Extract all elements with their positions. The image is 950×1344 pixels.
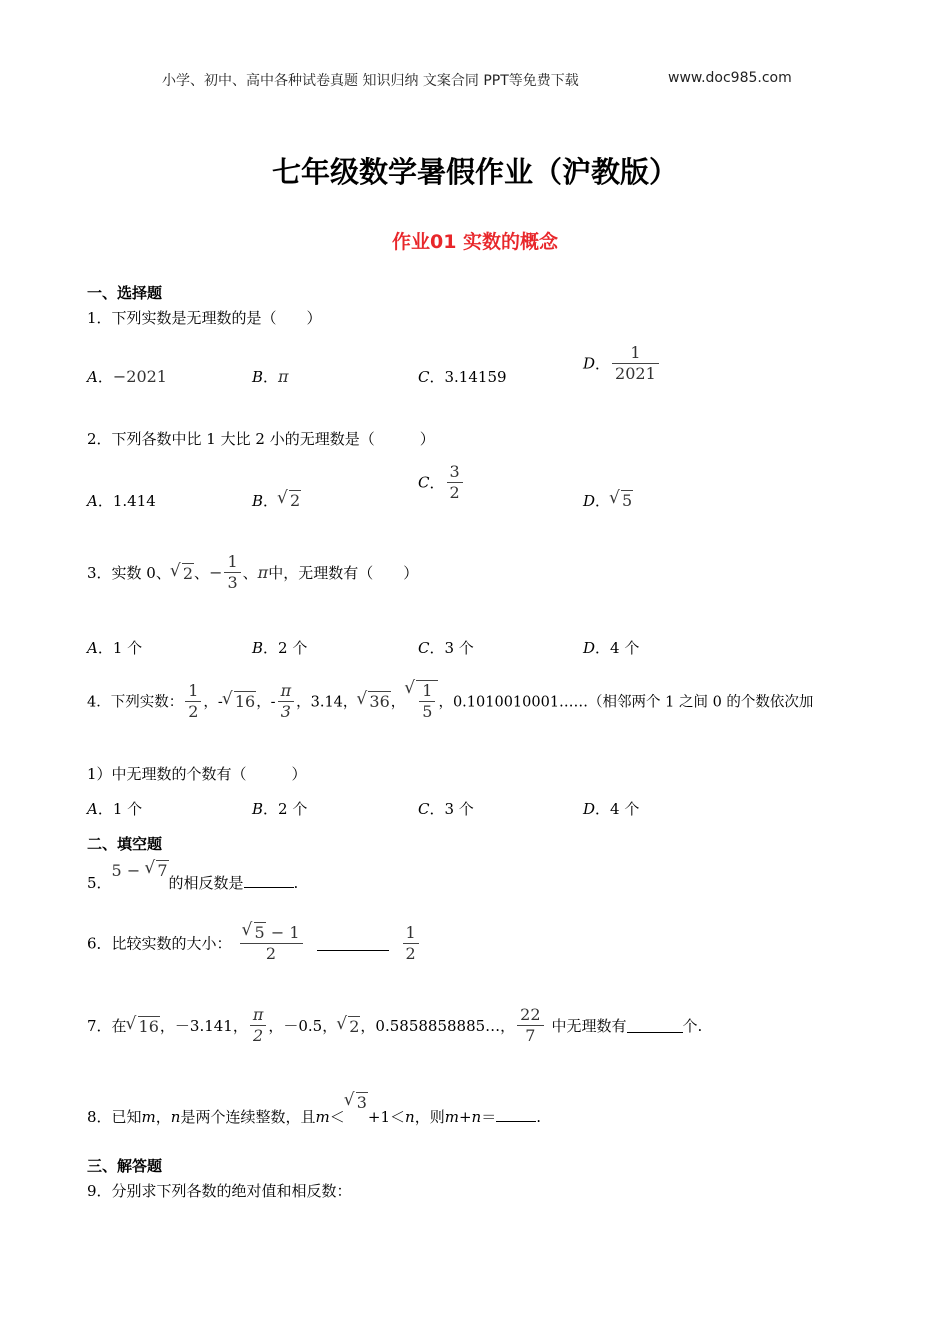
fraction: $\frac{1}{2021}$ [612,343,659,384]
q2-option-a: A．1.414 [87,492,156,510]
question-8: 8．已知m，n是两个连续整数，且m＜√ 3+1＜n，则m+n＝ . [87,1092,541,1113]
section-solve: 三、解答题 [87,1157,163,1175]
section-choice: 一、选择题 [87,284,163,302]
q3-option-c: C．3 个 [418,639,474,657]
sqrt: √ 36 [357,691,390,711]
q2-option-b: B．√ 2 [252,490,301,511]
sqrt: √ 5 [243,922,266,943]
question-4-line2: 1）中无理数的个数有（ ） [87,765,307,783]
question-9-stem: 9．分别求下列各数的绝对值和相反数： [87,1182,352,1200]
question-1-stem: 1．下列实数是无理数的是（ ） [87,309,322,327]
question-6: 6．比较实数的大小： √ $\frac{5 - 1}{2}$ $\frac{1}{2}$ [87,922,421,964]
fraction: √ $\frac{1}{5}$ [419,681,435,722]
section-fill: 二、填空题 [87,835,163,853]
answer-blank[interactable] [496,1107,536,1122]
q1-option-a: A．−2021 [87,367,167,386]
q2-option-d: D．√ 5 [583,490,633,511]
question-3-stem: 3．实数 0、√ 2、− $\frac{1}{3}$ 、π中，无理数有（ ） [87,552,418,593]
page-subtitle: 作业01 实数的概念 [391,231,559,253]
fraction: √ $\frac{5 - 1}{2}$ [240,922,303,964]
q3-option-a: A．1 个 [87,639,143,657]
q1-option-b: B．π [252,367,289,386]
fraction: $\frac{22}{7}$ [517,1005,543,1046]
q1-option-c: C．3.14159 [418,368,507,386]
sqrt: √ 16 [223,691,256,711]
fraction: $\frac{3}{2}$ [447,462,463,503]
fraction: $\frac{\pi}{2}$ [250,1005,267,1046]
fraction: $\frac{1}{3}$ [224,552,240,593]
q4-option-c: C．3 个 [418,800,474,818]
sqrt: √ 2 [171,563,194,583]
fraction: $\frac{\pi}{3}$ [278,681,295,722]
sqrt: √ 7 [145,860,168,880]
q4-option-b: B．2 个 [252,800,308,818]
q3-option-b: B．2 个 [252,639,308,657]
fraction: $\frac{1}{2}$ [403,923,419,964]
q1-option-d: D． $\frac{1}{2021}$ [583,343,661,384]
question-7: 7．在√ 16，－3.141， $\frac{\pi}{2}$ ，－0.5，√ 2，0.5858858885…， $\frac{22}{7}$ 中无理数有 个. [87,1005,702,1046]
question-4-stem: 4．下列实数： $\frac{1}{2}$ ，-√ 16，- $\frac{\pi}{3}$ ，3.14，√ 36， √ $\frac{1}{5}$ ，0.1010010001……（相邻两个 1 之间 0 的个数依次加 [87,680,813,722]
page-title: 七年级数学暑假作业（沪教版） [271,155,678,189]
q4-option-d: D．4 个 [583,800,640,818]
answer-blank[interactable] [244,873,294,888]
sqrt: √ 2 [278,490,301,510]
q4-option-a: A．1 个 [87,800,143,818]
question-2-stem: 2．下列各数中比 1 大比 2 小的无理数是（ ） [87,430,435,448]
sqrt: √ 3 [345,1092,368,1112]
fraction: $\frac{1}{2}$ [185,681,201,722]
sqrt [405,680,438,722]
sqrt: √ 16 [127,1016,160,1036]
q3-option-d: D．4 个 [583,639,640,657]
q2-option-c: C． $\frac{3}{2}$ [418,462,465,503]
question-5: 5．5 − √ 7的相反数是 . [87,862,298,883]
sqrt: √ 2 [337,1016,360,1036]
header-text: 小学、初中、高中各种试卷真题 知识归纳 文案合同 PPT等免费下载 [162,73,579,89]
header-url[interactable]: www.doc985.com [668,70,792,86]
answer-blank[interactable] [317,936,389,951]
answer-blank[interactable] [627,1018,683,1033]
sqrt: √ 5 [610,490,633,510]
